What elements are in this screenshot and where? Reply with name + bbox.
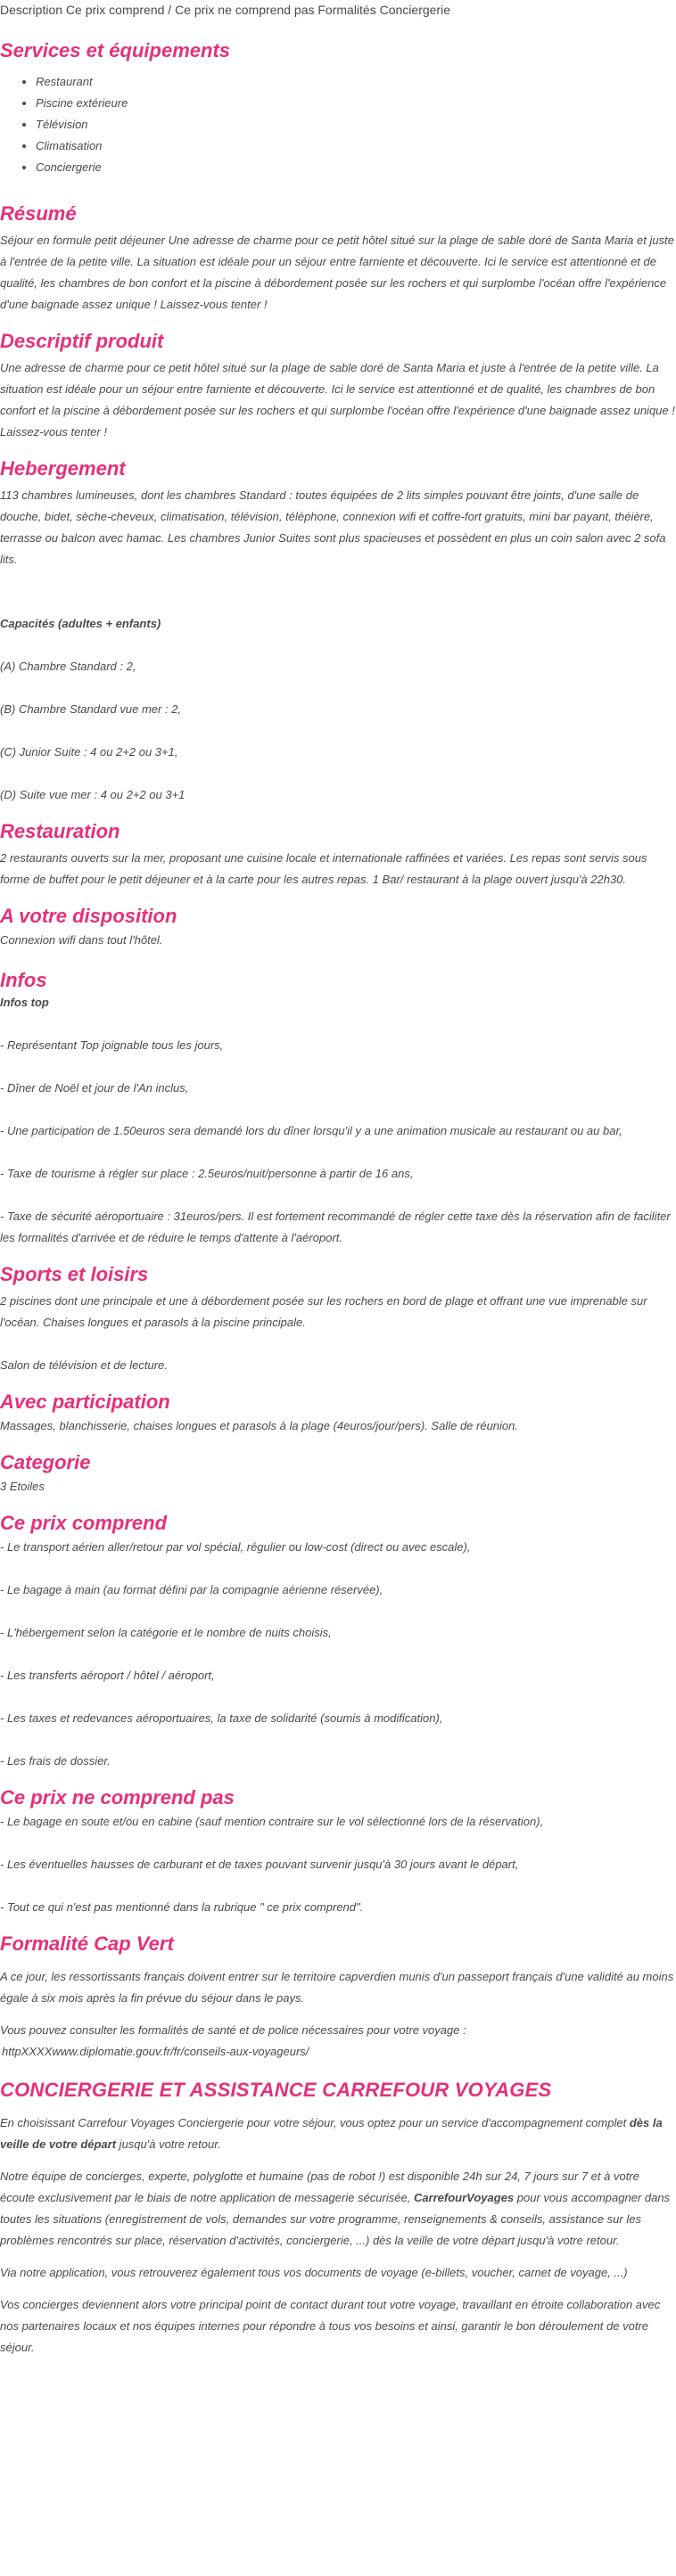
- hebergement-text: 113 chambres lumineuses, dont les chambres Standard : toutes équipées de 2 lits simples pouvant être joints, d'une salle de douche, bidet, sèche-cheveux, climatisation, télévision, téléphone, connexion wifi et coffre-fort gratuits, mini bar payant, théière, terrasse ou balcon avec hamac. Les chambres Junior Suites sont plus spacieuses et possèdent en plus un coin salon avec 2 sofa lits.: [0, 488, 666, 566]
- comprend-title: Ce prix comprend: [0, 1512, 168, 1534]
- capacite-a: (A) Chambre Standard : 2,: [0, 660, 136, 673]
- categorie-title: Categorie: [0, 1451, 91, 1473]
- service-item-aircon: • Climatisation: [36, 135, 676, 157]
- formalite-url[interactable]: httpXXXXwww.diplomatie.gouv.fr/fr/conseils-aux-voyageurs/: [2, 2045, 309, 2058]
- infos-top-label: Infos top: [0, 996, 49, 1009]
- conciergerie-p2-c: pour vous accompagner dans toutes les situations (enregistrement de vols, demandes sur votre programme, renseignements & conseils, assistance sur les problèmes rencontrés sur place, réservation d'activités, conciergerie, ...) dès la veille de votre départ jusqu'à votre retour.: [0, 2191, 671, 2247]
- descriptif-title: Descriptif produit: [0, 330, 164, 352]
- service-item-tv: • Télévision: [36, 114, 676, 135]
- services-list: [0, 71, 676, 178]
- ne-comprend-item: - Tout ce qui n'est pas mentionné dans la rubrique " ce prix comprend".: [0, 1900, 364, 1914]
- service-item-restaurant: • Restaurant: [36, 71, 676, 93]
- comprend-item: - Le bagage à main (au format défini par la compagnie aérienne réservée),: [0, 1583, 383, 1596]
- capacites-label: Capacités (adultes + enfants): [0, 617, 161, 630]
- infos-title: Infos: [0, 969, 47, 991]
- resume-title: Résumé: [0, 202, 77, 225]
- capacite-c: (C) Junior Suite : 4 ou 2+2 ou 3+1,: [0, 745, 178, 759]
- conciergerie-p2: [0, 2166, 676, 2252]
- service-item-concierge: • Conciergerie: [36, 157, 676, 178]
- sports-text: 2 piscines dont une principale et une à débordement posée sur les rochers en bord de plage et offrant une vue imprenable sur l'océan. Chaises longues et parasols à la piscine principale.: [0, 1294, 647, 1329]
- categorie-text: 3 Etoiles: [0, 1480, 45, 1493]
- service-item-pool: • Piscine extérieure: [36, 93, 676, 114]
- comprend-item: - L'hébergement selon la catégorie et le nombre de nuits choisis,: [0, 1626, 332, 1639]
- comprend-item: - Les transferts aéroport / hôtel / aéroport,: [0, 1669, 215, 1682]
- comprend-item: - Les taxes et redevances aéroportuaires, la taxe de solidarité (soumis à modification),: [0, 1711, 443, 1725]
- conciergerie-p1-b: dès la veille de votre départ: [0, 2116, 663, 2151]
- ne-comprend-item: - Les éventuelles hausses de carburant et de taxes pouvant survenir jusqu'à 30 jours avant le départ,: [0, 1858, 519, 1871]
- formalite-title: Formalité Cap Vert: [0, 1932, 174, 1955]
- comprend-item: - Le transport aérien aller/retour par vol spécial, régulier ou low-cost (direct ou avec escale),: [0, 1540, 471, 1554]
- conciergerie-p3: Via notre application, vous retrouverez également tous vos documents de voyage (e-billets, voucher, carnet de voyage, ...): [0, 2266, 628, 2279]
- infos-item: - Taxe de tourisme à régler sur place : 2.5euros/nuit/personne à partir de 16 ans,: [0, 1167, 414, 1180]
- conciergerie-title: CONCIERGERIE ET ASSISTANCE CARREFOUR VOYAGES: [0, 2079, 552, 2101]
- sports-extra: Salon de télévision et de lecture.: [0, 1358, 168, 1372]
- tabs-line[interactable]: Description Ce prix comprend / Ce prix ne comprend pas Formalités Conciergerie: [0, 3, 450, 17]
- ne-comprend-title: Ce prix ne comprend pas: [0, 1786, 235, 1809]
- capacite-d: (D) Suite vue mer : 4 ou 2+2 ou 3+1: [0, 788, 185, 801]
- disposition-text: Connexion wifi dans tout l'hôtel.: [0, 933, 163, 947]
- restauration-text: 2 restaurants ouverts sur la mer, proposant une cuisine locale et internationale raffinées et variées. Les repas sont servis sous forme de buffet pour le petit déjeuner et à la carte pour les autres repas. 1 Bar/ restaurant à la plage ouvert jusqu'à 22h30.: [0, 851, 647, 886]
- disposition-title: A votre disposition: [0, 905, 177, 927]
- hebergement-title: Hebergement: [0, 457, 126, 480]
- capacite-b: (B) Chambre Standard vue mer : 2,: [0, 702, 182, 716]
- infos-item: - Dîner de Noël et jour de l'An inclus,: [0, 1081, 189, 1095]
- restauration-title: Restauration: [0, 820, 120, 842]
- conciergerie-p4: Vos concierges deviennent alors votre principal point de contact durant tout votre voyage, travaillant en étroite collaboration avec nos partenaires locaux et nos équipes internes pour répondre à tous vos besoins et ainsi, garantir le bon déroulement de votre séjour.: [0, 2298, 661, 2354]
- conciergerie-p1-c: jusqu'à votre retour.: [116, 2137, 221, 2151]
- formalite-consult: Vous pouvez consulter les formalités de santé et de police nécessaires pour votre voyage :: [0, 2023, 466, 2037]
- sports-title: Sports et loisirs: [0, 1263, 149, 1285]
- conciergerie-p2-b: CarrefourVoyages: [413, 2191, 515, 2204]
- comprend-item: - Les frais de dossier.: [0, 1754, 111, 1768]
- infos-item: - Taxe de sécurité aéroportuaire : 31euros/pers. Il est fortement recommandé de régler cette taxe dès la réservation afin de faciliter les formalités d'arrivée et de réduire le temps d'attente à l'aéroport.: [0, 1210, 671, 1244]
- participation-text: Massages, blanchisserie, chaises longues et parasols à la plage (4euros/jour/pers). Salle de réunion.: [0, 1419, 518, 1432]
- conciergerie-p1: [0, 2112, 676, 2155]
- infos-item: - Représentant Top joignable tous les jours,: [0, 1038, 224, 1052]
- conciergerie-p1-a: En choisissant Carrefour Voyages Conciergerie pour votre séjour, vous optez pour un service d'accompagnement complet: [0, 2116, 630, 2129]
- participation-title: Avec participation: [0, 1391, 170, 1413]
- resume-text: Séjour en formule petit déjeuner Une adresse de charme pour ce petit hôtel situé sur la plage de sable doré de Santa Maria et juste à l'entrée de la petite ville. La situation est idéale pour un séjour entre farniente et découverte. Ici le service est attentionné et de qualité, les chambres de bon confort et la piscine à débordement posée sur les rochers et qui surplombe l'océan offre l'expérience d'une baignade assez unique ! Laissez-vous tenter !: [0, 234, 674, 311]
- descriptif-text: Une adresse de charme pour ce petit hôtel situé sur la plage de sable doré de Santa Maria et juste à l'entrée de la petite ville. La situation est idéale pour un séjour entre farniente et découverte. Ici le service est attentionné et de qualité, les chambres de bon confort et la piscine à débordement posée sur les rochers et qui surplombe l'océan offre l'expérience d'une baignade assez unique ! Laissez-vous tenter !: [0, 361, 675, 439]
- services-title: Services et équipements: [0, 39, 231, 62]
- formalite-text: A ce jour, les ressortissants français doivent entrer sur le territoire capverdien munis d'un passeport français d'une validité au moins égale à six mois après la fin prévue du séjour dans le pays.: [0, 1970, 674, 2005]
- conciergerie-p2-a: Notre équipe de concierges, experte, polyglotte et humaine (pas de robot !) est disponible 24h sur 24, 7 jours sur 7 et à votre écoute exclusivement par le biais de notre application de messagerie sécurisée,: [0, 2170, 639, 2204]
- ne-comprend-item: - Le bagage en soute et/ou en cabine (sauf mention contraire sur le vol sélectionné lors de la réservation),: [0, 1815, 544, 1828]
- infos-item: - Une participation de 1.50euros sera demandé lors du dîner lorsqu'il y a une animation musicale au restaurant ou au bar,: [0, 1124, 622, 1137]
